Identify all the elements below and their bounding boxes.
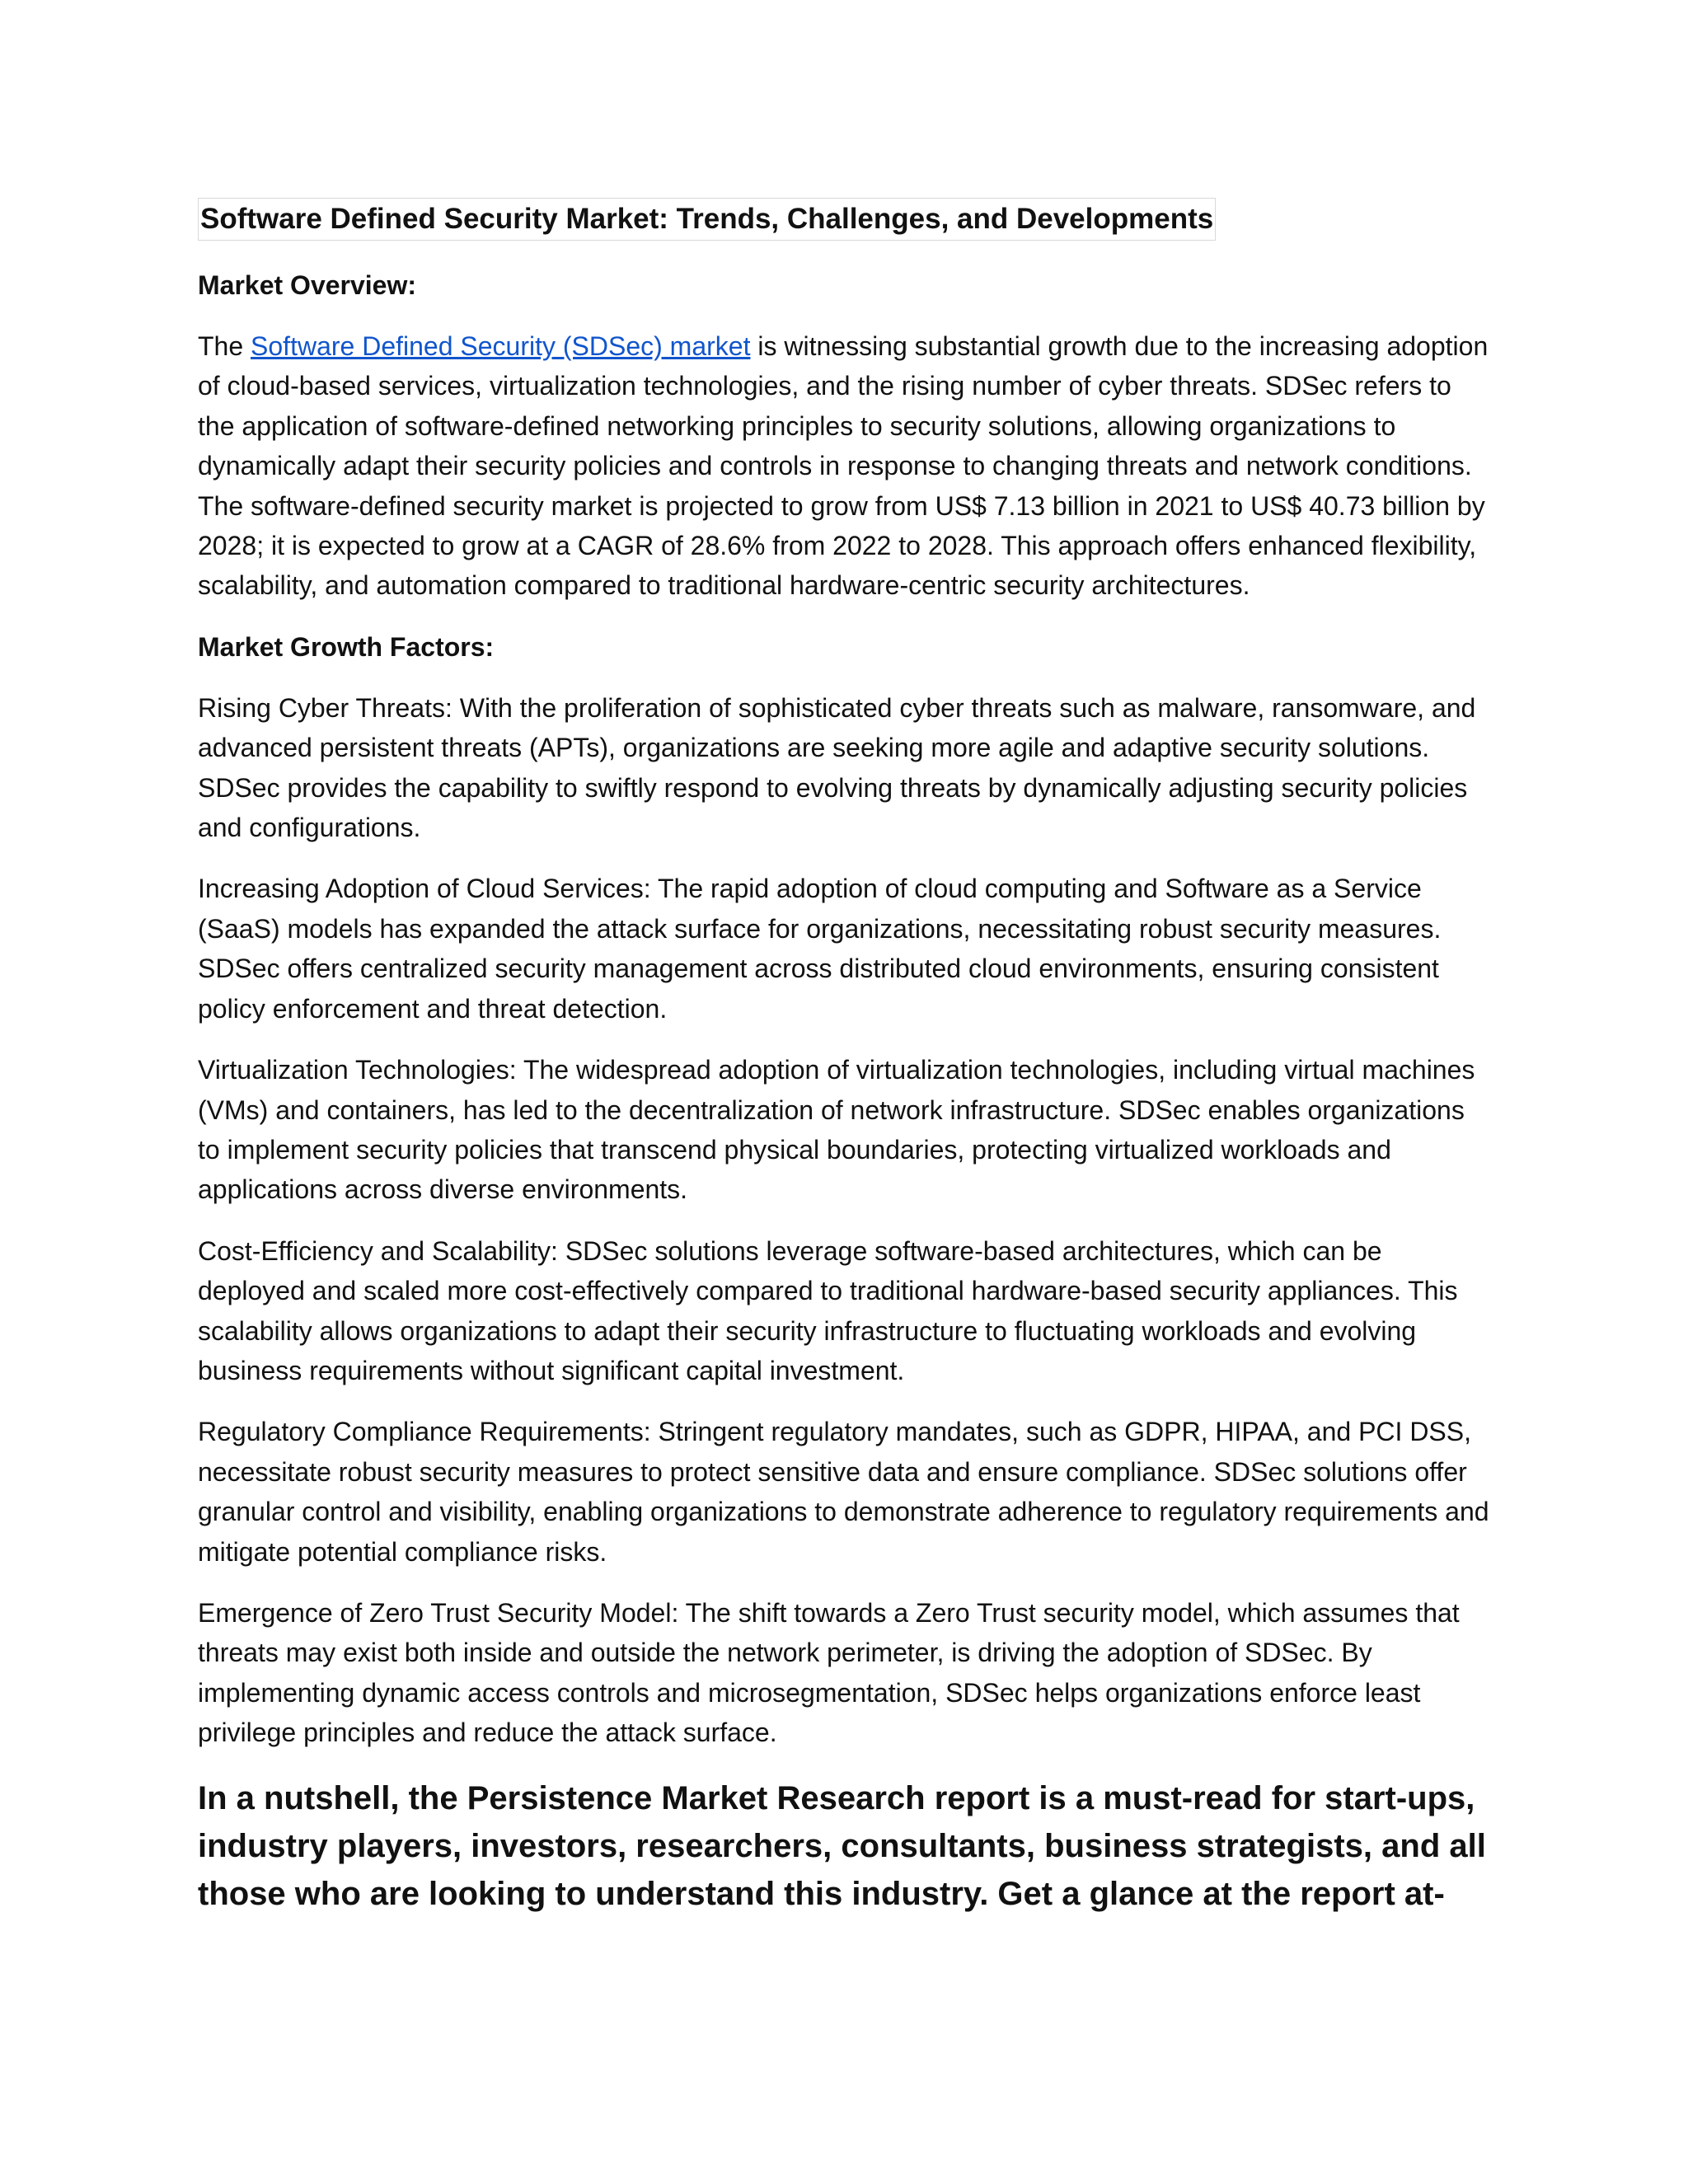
document-title: Software Defined Security Market: Trends, Challenges, and Developments xyxy=(198,198,1216,241)
growth-factor-rising-cyber-threats: Rising Cyber Threats: With the proliferation of sophisticated cyber threats such as malware, ransomware, and advanced persistent threats (APTs), organizations are seeking more agile and adaptive security solutions. SDSec provides the capability to swiftly respond to evolving threats by dynamically adjusting security policies and configurations. xyxy=(198,692,1476,843)
overview-body-text: is witnessing substantial growth due to the increasing adoption of cloud-based services, virtualization technologies, and the rising number of cyber threats. SDSec refers to the application of software-defined networking principles to security solutions, allowing organizations to dynamically adapt their security policies and controls in response to changing threats and network conditions. The software-defined security market is projected to grow from US$ 7.13 billion in 2021 to US$ 40.73 billion by 2028; it is expected to grow at a CAGR of 28.6% from 2022 to 2028. This approach offers enhanced flexibility, scalability, and automation compared to traditional hardware-centric security architectures. xyxy=(198,331,1489,601)
sdsec-market-link[interactable]: Software Defined Security (SDSec) market xyxy=(251,331,751,361)
growth-factor-cost-efficiency: Cost-Efficiency and Scalability: SDSec solutions leverage software-based architectures, which can be deployed and scaled more cost-effectively compared to traditional hardware-based security appliances. This scalability allows organizations to adapt their security infrastructure to fluctuating workloads and evolving business requirements without significant capital investment. xyxy=(198,1235,1458,1385)
document-page xyxy=(198,198,1492,1918)
closing-statement: In a nutshell, the Persistence Market Research report is a must-read for start-ups, industry players, investors, researchers, consultants, business strategists, and all those who are looking to understand this industry. Get a glance at the report at- xyxy=(198,1779,1486,1912)
market-overview-heading: Market Overview: xyxy=(198,270,417,300)
overview-intro-text: The xyxy=(198,331,251,361)
market-overview-paragraph xyxy=(198,326,1492,606)
growth-factor-virtualization: Virtualization Technologies: The widespread adoption of virtualization technologies, including virtual machines (VMs) and containers, has led to the decentralization of network infrastructure. SDSec enables organizations to implement security policies that transcend physical boundaries, protecting virtualized workloads and applications across diverse environments. xyxy=(198,1055,1475,1205)
market-growth-factors-heading: Market Growth Factors: xyxy=(198,631,495,662)
growth-factor-cloud-services: Increasing Adoption of Cloud Services: The rapid adoption of cloud computing and Software as a Service (SaaS) models has expanded the attack surface for organizations, necessitating robust security measures. SDSec offers centralized security management across distributed cloud environments, ensuring consistent policy enforcement and threat detection. xyxy=(198,874,1442,1024)
growth-factor-zero-trust: Emergence of Zero Trust Security Model: The shift towards a Zero Trust security model, which assumes that threats may exist both inside and outside the network perimeter, is driving the adoption of SDSec. By implementing dynamic access controls and microsegmentation, SDSec helps organizations enforce least privilege principles and reduce the attack surface. xyxy=(198,1597,1460,1748)
growth-factor-regulatory-compliance: Regulatory Compliance Requirements: Stringent regulatory mandates, such as GDPR, HIPAA, and PCI DSS, necessitate robust security measures to protect sensitive data and ensure compliance. SDSec solutions offer granular control and visibility, enabling organizations to demonstrate adherence to regulatory requirements and mitigate potential compliance risks. xyxy=(198,1417,1489,1567)
